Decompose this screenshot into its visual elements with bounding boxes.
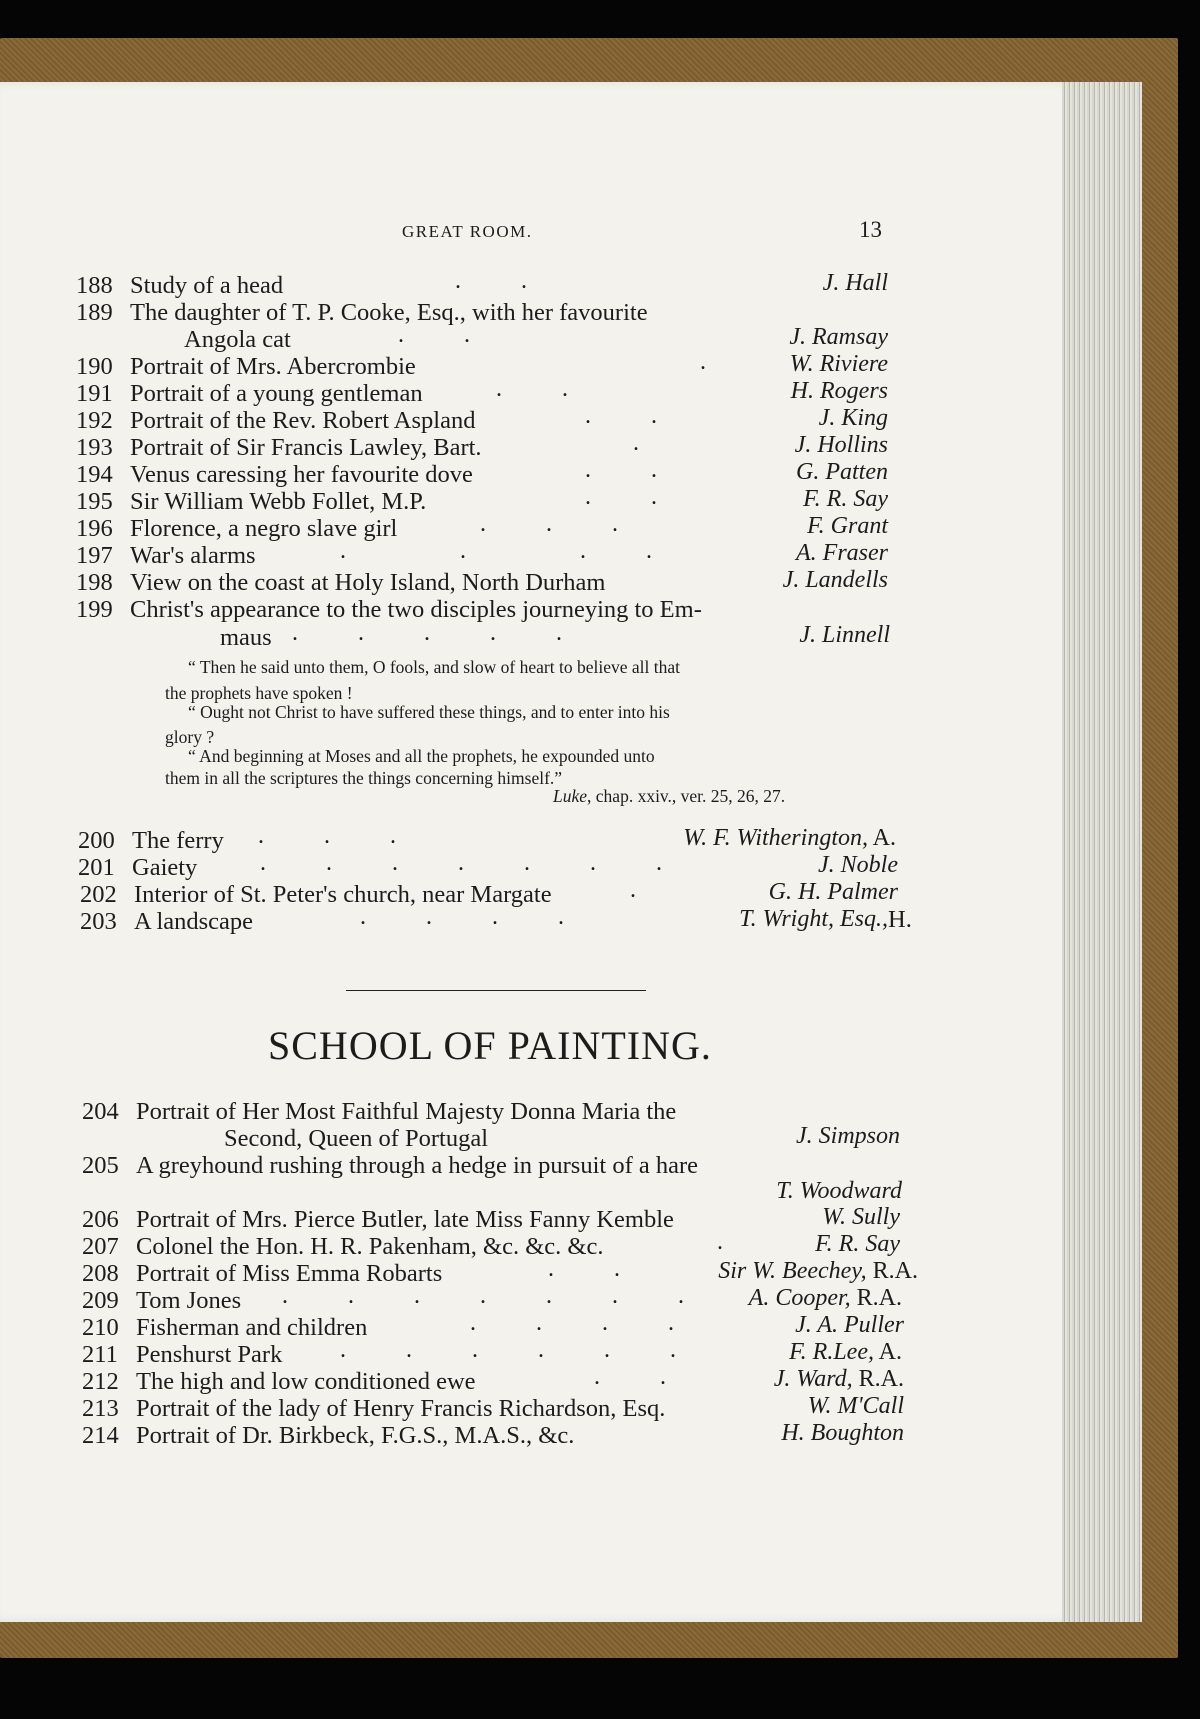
section-divider (346, 990, 646, 991)
scripture-citation: Luke, chap. xxiv., ver. 25, 26, 27. (553, 786, 786, 806)
catalogue-entry-212: 212 The high and low conditioned ewe (82, 1368, 476, 1395)
quotation-line: glory ? (165, 727, 215, 747)
catalogue-entry-208: 208 Portrait of Miss Emma Robarts (82, 1260, 443, 1287)
catalogue-entry-196: 196 Florence, a negro slave girl (76, 515, 398, 542)
quotation-line: “ And beginning at Moses and all the prophets, he expounded unto (188, 746, 655, 766)
catalogue-entry-194: 194 Venus caressing her favourite dove (76, 461, 473, 488)
catalogue-entry-198: 198 View on the coast at Holy Island, North Durham (76, 569, 606, 596)
artist-210: J. A. Puller (795, 1312, 904, 1338)
artist-188: J. Hall (822, 270, 888, 296)
entry-continuation-189: Angola cat (184, 326, 291, 353)
catalogue-entry-188: 188 Study of a head (76, 272, 284, 299)
catalogue-entry-201: 201 Gaiety (78, 854, 198, 881)
leader-dots: . . (585, 403, 657, 429)
catalogue-entry-203: 203 A landscape (80, 908, 254, 935)
artist-202: G. H. Palmer (768, 879, 898, 905)
section-title: SCHOOL OF PAINTING. (268, 1023, 712, 1068)
artist-207: F. R. Say (815, 1231, 900, 1257)
artist-206: W. Sully (822, 1204, 900, 1230)
catalogue-entry-192: 192 Portrait of the Rev. Robert Aspland (76, 407, 476, 434)
page-edges (1062, 82, 1142, 1622)
artist-195: F. R. Say (803, 486, 888, 512)
leader-dots: . . . . (470, 1310, 674, 1336)
artist-190: W. Riviere (789, 351, 888, 377)
leader-dots: . (700, 349, 706, 375)
catalogue-entry-193: 193 Portrait of Sir Francis Lawley, Bart. (76, 434, 482, 461)
catalogue-entry-211: 211 Penshurst Park (82, 1341, 283, 1368)
leader-dots: . . . . . (292, 620, 562, 646)
catalogue-entry-200: 200 The ferry (78, 827, 224, 854)
leader-dots: . . . (258, 823, 396, 849)
catalogue-entry-199: 199 Christ's appearance to the two disciples journeying to Em- (76, 596, 702, 623)
artist-211: F. R.Lee, A. (789, 1339, 902, 1365)
artist-200: W. F. Witherington, A. (683, 825, 896, 851)
page-number: 13 (859, 217, 882, 242)
artist-204: J. Simpson (796, 1123, 900, 1149)
leader-dots: . . . . . . . (282, 1283, 684, 1309)
running-head: GREAT ROOM. (402, 222, 533, 241)
artist-208: Sir W. Beechey, R.A. (718, 1258, 918, 1284)
leader-dots: . (717, 1229, 723, 1255)
leader-dots: . . (585, 484, 657, 510)
catalogue-entry-202: 202 Interior of St. Peter's church, near Margate (80, 881, 552, 908)
quotation-line: them in all the scriptures the things concerning himself.” (165, 768, 563, 788)
artist-203-suffix: H. (888, 906, 912, 933)
leader-dots: . (630, 877, 636, 903)
catalogue-entry-213: 213 Portrait of the lady of Henry Francis Richardson, Esq. (82, 1395, 666, 1422)
catalogue-entry-204: 204 Portrait of Her Most Faithful Majesty Donna Maria the (82, 1098, 677, 1125)
artist-203: T. Wright, Esq., (739, 906, 888, 932)
artist-214: H. Boughton (781, 1420, 904, 1446)
leader-dots: . . (455, 268, 527, 294)
catalogue-entry-206: 206 Portrait of Mrs. Pierce Butler, late Miss Fanny Kemble (82, 1206, 674, 1233)
leader-dots: . . . . . . . (260, 850, 662, 876)
quotation-line: “ Ought not Christ to have suffered these things, and to enter into his (188, 702, 670, 722)
leader-dots: . . . . . . (340, 1337, 676, 1363)
quotation-line: “ Then he said unto them, O fools, and slow of heart to believe all that (188, 657, 680, 677)
catalogue-entry-195: 195 Sir William Webb Follet, M.P. (76, 488, 427, 515)
leader-dots: . . (585, 457, 657, 483)
entry-continuation-204: Second, Queen of Portugal (224, 1125, 488, 1152)
artist-191: H. Rogers (790, 378, 888, 404)
artist-209: A. Cooper, R.A. (748, 1285, 902, 1311)
artist-192: J. King (818, 405, 888, 431)
catalogue-entry-189: 189 The daughter of T. P. Cooke, Esq., with her favourite (76, 299, 648, 326)
catalogue-entry-190: 190 Portrait of Mrs. Abercrombie (76, 353, 416, 380)
artist-201: J. Noble (818, 852, 898, 878)
artist-213: W. M'Call (807, 1393, 904, 1419)
artist-194: G. Patten (796, 459, 888, 485)
catalogue-entry-209: 209 Tom Jones (82, 1287, 242, 1314)
artist-205: T. Woodward (776, 1178, 902, 1204)
entry-continuation-199: maus (220, 624, 272, 651)
artist-198: J. Landells (782, 567, 888, 593)
artist-197: A. Fraser (796, 540, 888, 566)
leader-dots: . (633, 430, 639, 456)
artist-199: J. Linnell (799, 622, 890, 648)
catalogue-entry-191: 191 Portrait of a young gentleman (76, 380, 423, 407)
leader-dots: . . (398, 322, 470, 348)
catalogue-entry-207: 207 Colonel the Hon. H. R. Pakenham, &c. &c. &c. (82, 1233, 604, 1260)
catalogue-entry-205: 205 A greyhound rushing through a hedge in pursuit of a hare (82, 1152, 699, 1179)
leader-dots: . . (496, 376, 568, 402)
leader-dots: . . . (480, 511, 618, 537)
leader-dots: . . (548, 1256, 620, 1282)
artist-212: J. Ward, R.A. (773, 1366, 904, 1392)
catalogue-entry-210: 210 Fisherman and children (82, 1314, 368, 1341)
catalogue-entry-214: 214 Portrait of Dr. Birkbeck, F.G.S., M.A.S., &c. (82, 1422, 575, 1449)
leader-dots: . . . . (360, 904, 564, 930)
artist-189: J. Ramsay (789, 324, 888, 350)
artist-193: J. Hollins (794, 432, 888, 458)
catalogue-entry-197: 197 War's alarms (76, 542, 256, 569)
leader-dots: . . (594, 1364, 666, 1390)
leader-dots: . . . . (340, 538, 652, 564)
quotation-line: the prophets have spoken ! (165, 683, 353, 703)
artist-196: F. Grant (807, 513, 888, 539)
